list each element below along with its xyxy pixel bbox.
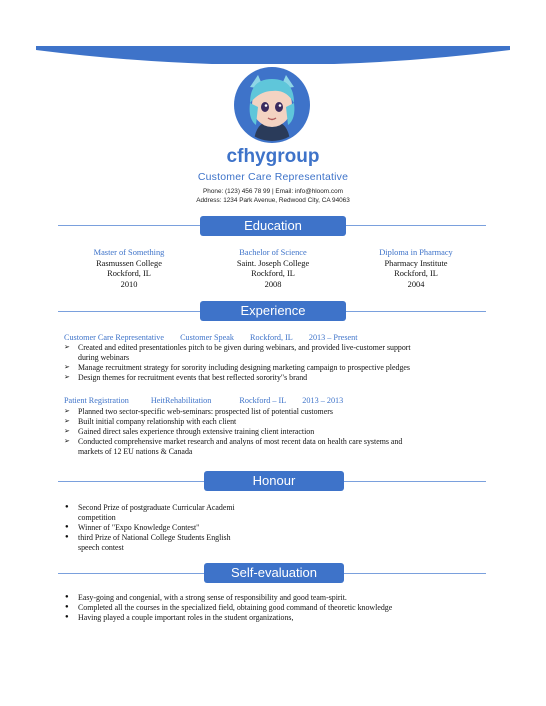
list-item: ➢ Manage recruitment strategy for sorority including designing marketing campaign to prospective pledges [64,362,410,372]
job-location: Rockford, IL [250,333,293,342]
list-item: ● Having played a couple important roles in the student organizations, [65,612,294,622]
list-item: ● Second Prize of postgraduate Curricular Academi [65,503,235,512]
job-bullets [62,343,492,383]
job-company: Customer Speak [180,333,234,342]
arrow-bullet-icon: ➢ [64,407,70,415]
arrow-bullet-icon: ➢ [64,343,70,351]
job-dates: 2013 – 2013 [302,396,344,405]
list-item: ➢ Planned two sector-specific web-seminars: prospected list of potential customers [64,407,333,416]
job-company: HeitRehabilitation [150,396,212,405]
school-name: Saint. Joseph College [236,258,310,268]
list-item: ➢ Built initial company relationship with each client [64,416,237,426]
arrow-bullet-icon: ➢ [64,372,70,381]
list-item: speech contest [78,542,124,552]
self-evaluation-heading: Self-evaluation [204,563,344,583]
job-header [64,396,357,405]
graduation-year: 2008 [264,279,282,289]
dot-bullet-icon: ● [65,523,69,530]
school-name: Rasmussen College [96,258,162,268]
education-entry [54,248,204,290]
dot-bullet-icon: ● [65,504,69,510]
school-location: Rockford, IL [251,269,295,278]
list-item: ● Winner of "Expo Knowledge Contest" [65,522,200,532]
header-banner [36,46,510,64]
candidate-name: cfhygroup [226,146,320,167]
avatar-portrait-icon [236,69,308,141]
experience-heading: Experience [200,301,346,321]
list-item: ● Easy-going and congenial, with a strong sense of responsibility and good team-spirit. [65,593,347,602]
list-item: ➢ Gained direct sales experience through extensive training client interaction [64,426,315,436]
arrow-bullet-icon: ➢ [64,426,70,435]
job-position: Patient Registration [64,396,129,405]
list-item: ➢ Created and edited presentationles pitch to be given during webinars, and provided live-customer support [64,343,411,352]
graduation-year: 2004 [407,279,425,289]
list-item: ➢ Conducted comprehensive market research and analyns of most recent data on health care systems and [64,436,403,446]
job-dates: 2013 – Present [308,333,358,342]
dot-bullet-icon: ● [65,603,69,610]
list-item: during webinars [78,352,130,362]
job-position: Customer Care Representative [64,333,165,342]
list-item: ➢ Design themes for recruitment events that best reflected sorority"s brand [64,372,308,382]
education-entry [341,248,491,290]
school-name: Pharmacy Institute [384,258,448,268]
job-bullets [62,407,492,457]
arrow-bullet-icon: ➢ [64,436,70,445]
honour-list [62,503,322,553]
dot-bullet-icon: ● [65,613,69,620]
degree-name: Master of Something [93,248,165,257]
list-item: competition [78,512,116,522]
graduation-year: 2010 [120,279,138,289]
contact-line: Phone: (123) 456 78 99 | Email: info@hloom.com [203,188,343,195]
job-title: Customer Care Representative [197,171,349,183]
address-line: Address: 1234 Park Avenue, Redwood City, CA 94063 [196,197,350,204]
dot-bullet-icon: ● [65,594,69,600]
job-location: Rockford – IL [239,396,287,405]
dot-bullet-icon: ● [65,533,69,540]
list-item: ● Completed all the courses in the specialized field, obtaining good command of theoretic knowledge [65,602,393,612]
list-item: ● third Prize of National College Students English [65,532,231,542]
self-evaluation-list [62,593,492,623]
avatar [236,69,308,141]
list-item: markets of 12 EU nations & Canada [78,446,193,456]
honour-heading: Honour [204,471,344,491]
arrow-bullet-icon: ➢ [64,416,70,425]
education-heading: Education [200,216,346,236]
school-location: Rockford, IL [394,269,438,278]
degree-name: Bachelor of Science [239,248,307,257]
school-location: Rockford, IL [107,269,151,278]
education-entry [198,248,348,290]
job-header [64,333,372,342]
degree-name: Diploma in Pharmacy [379,248,453,257]
arrow-bullet-icon: ➢ [64,362,70,371]
